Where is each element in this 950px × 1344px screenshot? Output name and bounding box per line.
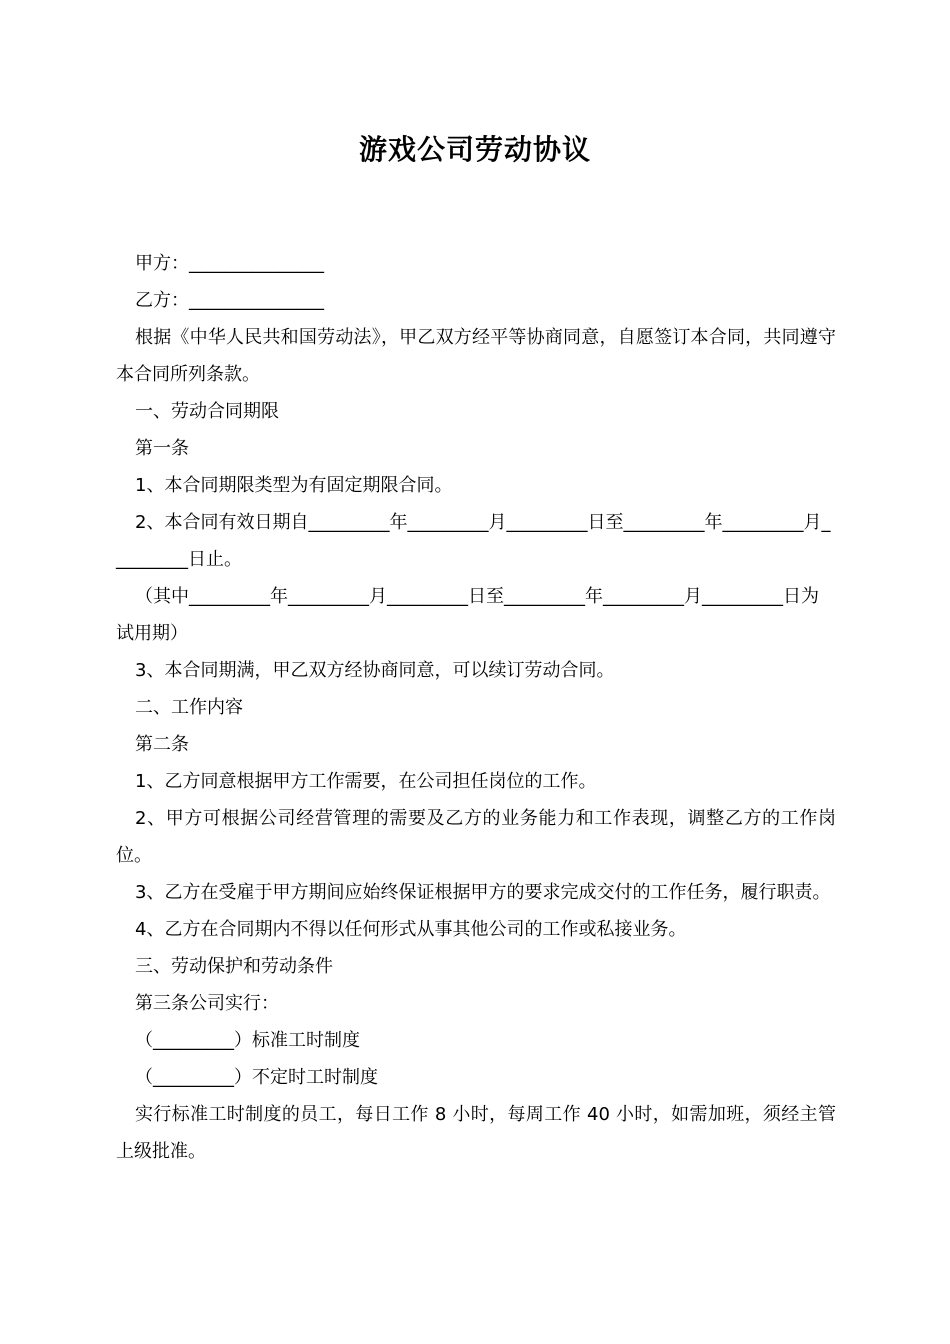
article-1-heading: 第一条 — [135, 438, 189, 459]
article-1-clause-1: 1、本合同期限类型为有固定期限合同。 — [135, 475, 453, 496]
probation-period-line: （其中_________年_________月_________日至_________年_________月_________日为试用期） — [116, 586, 819, 644]
document-title: 游戏公司劳动协议 — [358, 133, 591, 166]
article-2-heading: 第二条 — [135, 734, 189, 755]
section-heading-term: 一、劳动合同期限 — [135, 401, 279, 422]
article-3-heading: 第三条公司实行： — [135, 993, 279, 1014]
party-b-line: 乙方：_______________ — [135, 290, 324, 311]
article-2-clause-3: 3、乙方在受雇于甲方期间应始终保证根据甲方的要求完成交付的工作任务，履行职责。 — [135, 882, 831, 903]
preamble-paragraph: 根据《中华人民共和国劳动法》，甲乙双方经平等协商同意，自愿签订本合同，共同遵守本合同所列条款。 — [116, 327, 836, 385]
section-heading-protection: 三、劳动保护和劳动条件 — [135, 956, 333, 977]
article-2-clause-4: 4、乙方在合同期内不得以任何形式从事其他公司的工作或私接业务。 — [135, 919, 687, 940]
document-body — [116, 245, 836, 1170]
article-2-clause-1: 1、乙方同意根据甲方工作需要，在公司担任岗位的工作。 — [135, 771, 597, 792]
article-2-clause-2: 2、甲方可根据公司经营管理的需要及乙方的业务能力和工作表现，调整乙方的工作岗位。 — [116, 808, 836, 866]
party-a-line: 甲方：_______________ — [135, 253, 324, 274]
standard-hours-paragraph: 实行标准工时制度的员工，每日工作 8 小时，每周工作 40 小时，如需加班，须经主管上级批准。 — [116, 1104, 836, 1162]
standard-hours-option: （_________）标准工时制度 — [135, 1030, 360, 1051]
article-1-clause-2: 2、本合同有效日期自_________年_________月_________日至_________年_________月_________日止。 — [116, 512, 831, 570]
flexible-hours-option: （_________）不定时工时制度 — [135, 1067, 378, 1088]
section-heading-work: 二、工作内容 — [135, 697, 243, 718]
article-1-clause-3: 3、本合同期满，甲乙双方经协商同意，可以续订劳动合同。 — [135, 660, 615, 681]
